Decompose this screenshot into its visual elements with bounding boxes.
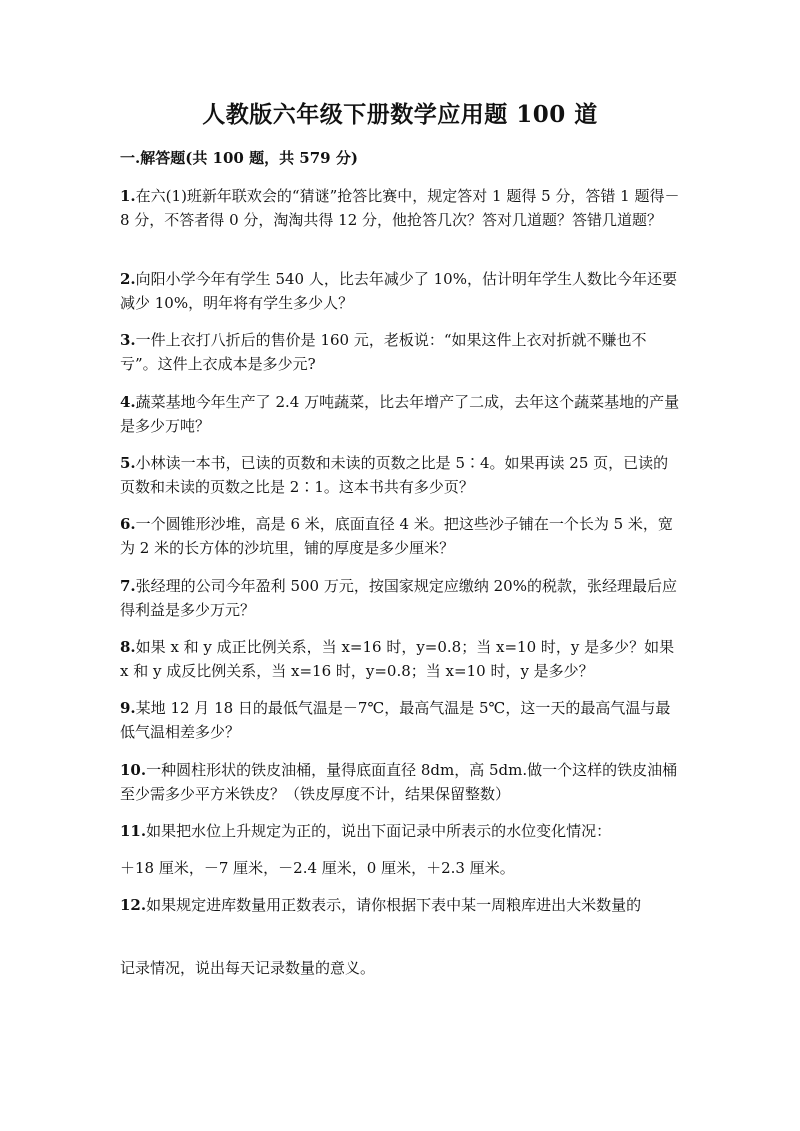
- question-number: 11.: [120, 822, 147, 840]
- question-12: [120, 893, 680, 917]
- question-text: 如果把水位上升规定为正的，说出下面记录中所表示的水位变化情况：: [146, 822, 612, 840]
- question-text: 一件上衣打八折后的售价是 160 元，老板说：“如果这件上衣对折就不赚也不亏”。这件上衣成本是多少元?: [120, 331, 647, 373]
- question-2: [120, 267, 680, 315]
- question-6: [120, 512, 680, 560]
- question-text: 张经理的公司今年盈利 500 万元，按国家规定应缴纳 20%的税款，张经理最后应得利益是多少万元？: [120, 577, 677, 619]
- question-text: 如果规定进库数量用正数表示，请你根据下表中某一周粮库进出大米数量的: [146, 896, 642, 914]
- question-text: 小林读一本书，已读的页数和未读的页数之比是 5∶4。如果再读 25 页，已读的页数和未读的页数之比是 2∶1。这本书共有多少页？: [120, 454, 669, 496]
- question-text: 蔬菜基地今年生产了 2.4 万吨蔬菜，比去年增产了二成，去年这个蔬菜基地的产量是多少万吨？: [120, 393, 680, 435]
- question-number: 3.: [120, 331, 136, 349]
- question-number: 12.: [120, 896, 147, 914]
- question-8: [120, 635, 680, 683]
- question-1: [120, 184, 680, 232]
- question-text: 一个圆锥形沙堆，高是 6 米，底面直径 4 米。把这些沙子铺在一个长为 5 米，宽为 2 米的长方体的沙坑里，铺的厚度是多少厘米？: [120, 515, 673, 557]
- question-text: 某地 12 月 18 日的最低气温是－7℃，最高气温是 5℃，这一天的最高气温与最低气温相差多少？: [120, 699, 671, 741]
- section-heading: 一.解答题(共 100 题，共 579 分): [120, 149, 358, 167]
- question-9: [120, 696, 680, 744]
- question-10: [120, 758, 680, 806]
- question-number: 4.: [120, 393, 136, 411]
- question-11: [120, 819, 680, 843]
- question-number: 9.: [120, 699, 136, 717]
- question-11-values: ＋18 厘米，－7 厘米，－2.4 厘米，0 厘米，＋2.3 厘米。: [120, 859, 515, 877]
- question-number: 6.: [120, 515, 136, 533]
- question-text: 一种圆柱形状的铁皮油桶，量得底面直径 8dm，高 5dm.做一个这样的铁皮油桶至少需多少平方米铁皮？（铁皮厚度不计，结果保留整数）: [120, 761, 678, 803]
- question-number: 10.: [120, 761, 147, 779]
- question-number: 7.: [120, 577, 136, 595]
- question-number: 8.: [120, 638, 136, 656]
- question-number: 2.: [120, 270, 136, 288]
- question-4: [120, 390, 680, 438]
- question-text: 向阳小学今年有学生 540 人，比去年减少了 10%，估计明年学生人数比今年还要减少 10%，明年将有学生多少人？: [120, 270, 677, 312]
- question-12-continuation: 记录情况，说出每天记录数量的意义。: [120, 959, 376, 977]
- question-3: [120, 328, 680, 376]
- question-number: 1.: [120, 187, 136, 205]
- question-text: 如果 x 和 y 成正比例关系，当 x=16 时，y=0.8；当 x=10 时，y 是多少？如果 x 和 y 成反比例关系，当 x=16 时，y=0.8；当 x=10 时，y 是多少？: [120, 638, 675, 680]
- question-number: 5.: [120, 454, 136, 472]
- question-5: [120, 451, 680, 499]
- page-title: 人教版六年级下册数学应用题 100 道: [202, 101, 598, 128]
- question-text: 在六(1)班新年联欢会的“猜谜”抢答比赛中，规定答对 1 题得 5 分，答错 1 题得－8 分，不答者得 0 分，淘淘共得 12 分，他抢答几次？答对几道题？答错几道题？: [120, 187, 680, 229]
- question-7: [120, 574, 680, 622]
